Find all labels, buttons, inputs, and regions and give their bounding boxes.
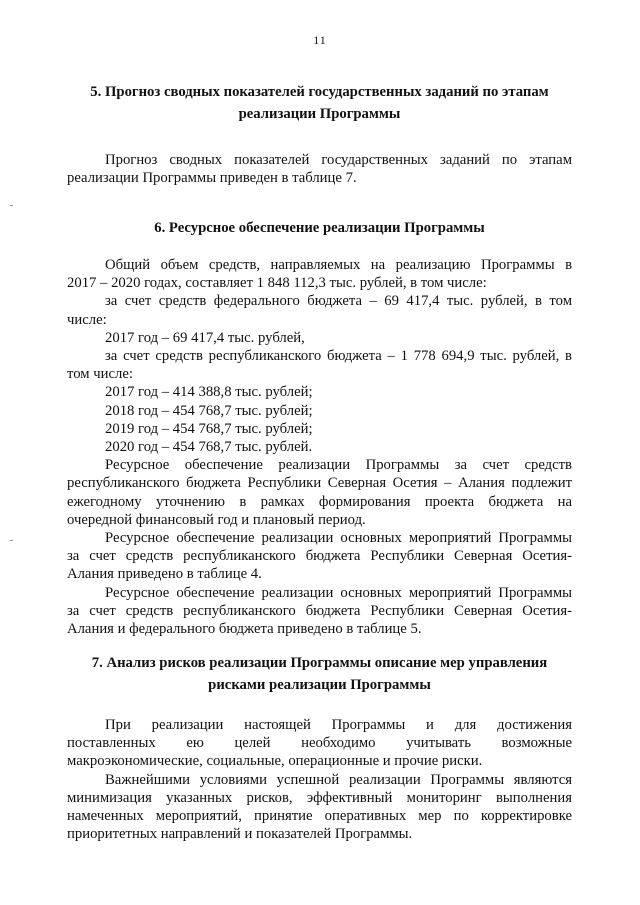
text-line: намеченных мероприятий, принятие оперативных мер по корректировке [67, 808, 572, 825]
text-line: за счет средств федерального бюджета – 69 417,4 тыс. рублей, в том [105, 293, 572, 310]
text-line: приоритетных направлений и показателей Программы. [67, 826, 413, 843]
text-line: 2017 год – 414 388,8 тыс. рублей; [105, 384, 313, 401]
heading-line: 5. Прогноз сводных показателей государственных заданий по этапам [90, 84, 549, 100]
section-5-text [67, 151, 572, 187]
text-line: 2017 год – 69 417,4 тыс. рублей, [105, 329, 305, 346]
text-line: Прогноз сводных показателей государственных заданий по этапам [105, 152, 572, 168]
page-number: 11 [313, 33, 327, 47]
text-line: Алания приведено в таблице 4. [67, 566, 262, 583]
section-7-heading [67, 652, 572, 696]
text-line: При реализации настоящей Программы и для достижения [105, 717, 572, 733]
section-5-heading [67, 81, 572, 125]
text-line: Ресурсное обеспечение реализации основных мероприятий Программы [105, 530, 572, 547]
text-line: республиканского бюджета Республики Северная Осетия – Алания подлежит [67, 475, 572, 492]
section-6-heading [67, 217, 572, 239]
text-line: ежегодному уточнению в рамках формирования проекта бюджета на [67, 493, 572, 510]
text-line: Общий объем средств, направляемых на реализацию Программы в [105, 257, 572, 273]
text-line: за счет средств республиканского бюджета Республики Северная Осетия- [67, 548, 572, 565]
text-line: Алания и федерального бюджета приведено в таблице 5. [67, 621, 422, 638]
heading-line: 6. Ресурсное обеспечение реализации Программы [154, 220, 485, 236]
text-line: за счет средств республиканского бюджета Республики Северная Осетия- [67, 602, 572, 619]
section-6-text [67, 256, 572, 638]
text-line: минимизация указанных рисков, эффективный мониторинг выполнения [67, 789, 572, 806]
text-line: за счет средств республиканского бюджета – 1 778 694,9 тыс. рублей, в [105, 348, 572, 365]
text-line: Важнейшими условиями успешной реализации Программы являются [105, 771, 572, 788]
heading-line: рисками реализации Программы [208, 677, 431, 693]
heading-line: 7. Анализ рисков реализации Программы описание мер управления [91, 655, 548, 671]
text-line: очередной финансовый год и плановый период. [67, 511, 366, 528]
text-line: реализации Программы приведен в таблице 7. [67, 170, 357, 187]
heading-line: реализации Программы [238, 106, 401, 122]
text-line: числе: [67, 311, 107, 328]
text-line: Ресурсное обеспечение реализации основных мероприятий Программы [105, 584, 572, 601]
section-7-text [67, 716, 572, 843]
scan-edge-mark [10, 540, 13, 541]
text-line: 2018 год – 454 768,7 тыс. рублей; [105, 402, 313, 419]
text-line: макроэкономические, социальные, операционные и прочие риски. [67, 753, 483, 770]
text-line: 2017 – 2020 годах, составляет 1 848 112,3 тыс. рублей, в том числе: [67, 275, 487, 292]
text-line: Ресурсное обеспечение реализации Программы за счет средств [105, 457, 572, 474]
text-line: поставленных ею целей необходимо учитывать возможные [67, 735, 572, 752]
text-line: том числе: [67, 366, 133, 383]
text-line: 2020 год – 454 768,7 тыс. рублей. [105, 439, 313, 456]
scan-edge-mark [10, 205, 13, 206]
text-line: 2019 год – 454 768,7 тыс. рублей; [105, 420, 313, 437]
